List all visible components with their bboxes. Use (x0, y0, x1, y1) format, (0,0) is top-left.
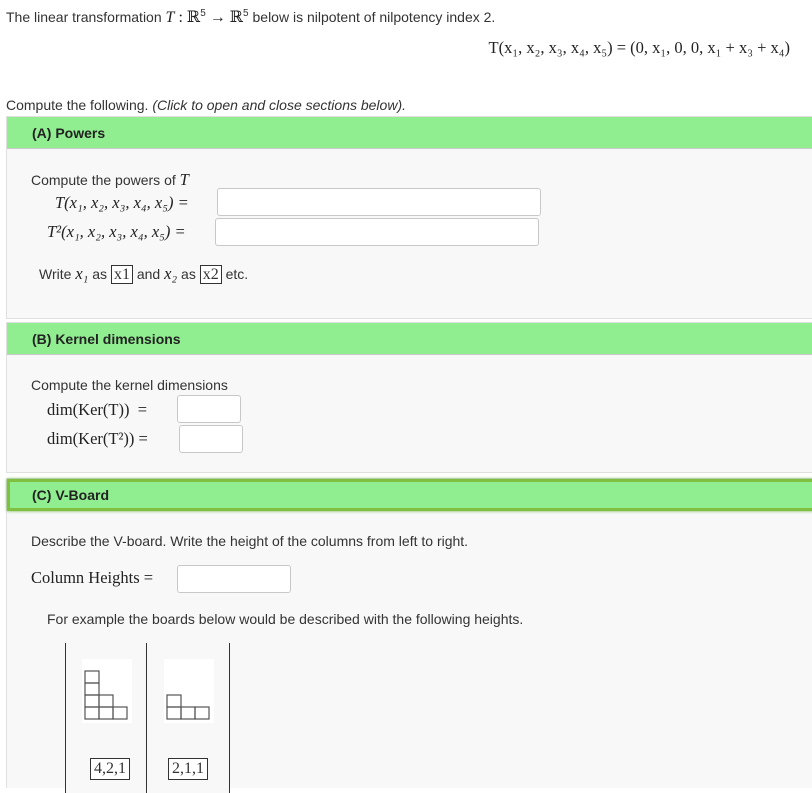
vboard-svg-2 (164, 659, 214, 723)
kernel1-label: dim(Ker(T)) = (47, 400, 148, 419)
vboard2-cell (167, 707, 181, 719)
section-kernel (6, 322, 812, 473)
intro-prefix: The linear transformation (6, 9, 166, 25)
section-vboard-header[interactable]: (C) V-Board (7, 479, 812, 511)
vboard-svg-1 (82, 659, 132, 723)
instructions-hint: (Click to open and close sections below). (152, 97, 406, 113)
vboard1-cell (85, 671, 99, 683)
vboard1-cell (85, 695, 99, 707)
powers-prompt (31, 170, 189, 190)
code-x2: x2 (200, 265, 222, 284)
transformation-formula: T(x₁, x₂, x₃, x₄, x₅) = (0, x₁, 0, 0, x₁ + x₃ + x₄) (488, 38, 790, 57)
column-heights-input[interactable] (177, 565, 291, 593)
instructions-text: Compute the following. (6, 97, 153, 113)
example-text: For example the boards below would be described with the following heights. (47, 611, 524, 627)
example-label-1: 4,2,1 (90, 758, 130, 780)
vboard1-cell (85, 683, 99, 695)
vboard-diagram-1 (82, 659, 132, 723)
power1-label: T(x₁, x₂, x₃, x₄, x₅) = (55, 193, 189, 212)
kernel2-label: dim(Ker(T²)) = (47, 429, 148, 448)
example-label-2: 2,1,1 (168, 758, 208, 780)
section-powers-header[interactable]: (A) Powers (7, 117, 812, 149)
intro-arrow: → (205, 9, 230, 26)
section-powers (6, 116, 812, 319)
note-as1: as (88, 266, 111, 282)
power2-input[interactable] (215, 218, 539, 246)
instructions (6, 97, 406, 113)
section-kernel-header[interactable]: (B) Kernel dimensions (7, 323, 812, 355)
vboard1-cell (113, 707, 127, 719)
example-board-1 (65, 643, 147, 793)
kernel2-input[interactable] (179, 425, 243, 453)
vboard1-cell (99, 695, 113, 707)
note-etc: etc. (221, 266, 249, 282)
example-board-2 (148, 643, 230, 793)
vboard-prompt: Describe the V-board. Write the height of the columns from left to right. (31, 533, 469, 549)
power1-input[interactable] (217, 188, 541, 216)
note-x1: x₁ (75, 264, 89, 283)
kernel-prompt: Compute the kernel dimensions (31, 377, 228, 393)
intro-t-symbol: T (165, 9, 175, 26)
intro-suffix: below is nilpotent of nilpotency index 2. (248, 9, 496, 25)
note-x2: x₂ (164, 264, 178, 283)
intro-domain-exponent: 5 (200, 8, 206, 19)
vboard1-cell (85, 707, 99, 719)
note-as2: as (177, 266, 200, 282)
note-and: and (132, 266, 165, 282)
vboard1-cell (99, 707, 113, 719)
vboard-diagram-2 (164, 659, 214, 723)
intro-domain: ℝ (186, 9, 201, 26)
vboard2-cell (181, 707, 195, 719)
powers-prompt-text: Compute the powers of (31, 172, 180, 188)
code-x1: x1 (111, 265, 133, 284)
powers-prompt-var: T (179, 170, 189, 189)
column-heights-label: Column Heights = (31, 568, 154, 587)
kernel1-input[interactable] (177, 395, 241, 423)
section-vboard (6, 478, 812, 788)
vboard2-cell (195, 707, 209, 719)
intro-codomain-exponent: 5 (243, 8, 249, 19)
input-format-note (39, 264, 248, 284)
power2-label: T²(x₁, x₂, x₃, x₄, x₅) = (47, 222, 186, 241)
vboard2-cell (167, 695, 181, 707)
intro-colon: : (174, 9, 187, 26)
problem-statement (6, 7, 495, 27)
intro-codomain: ℝ (229, 9, 244, 26)
note-write: Write (39, 266, 76, 282)
